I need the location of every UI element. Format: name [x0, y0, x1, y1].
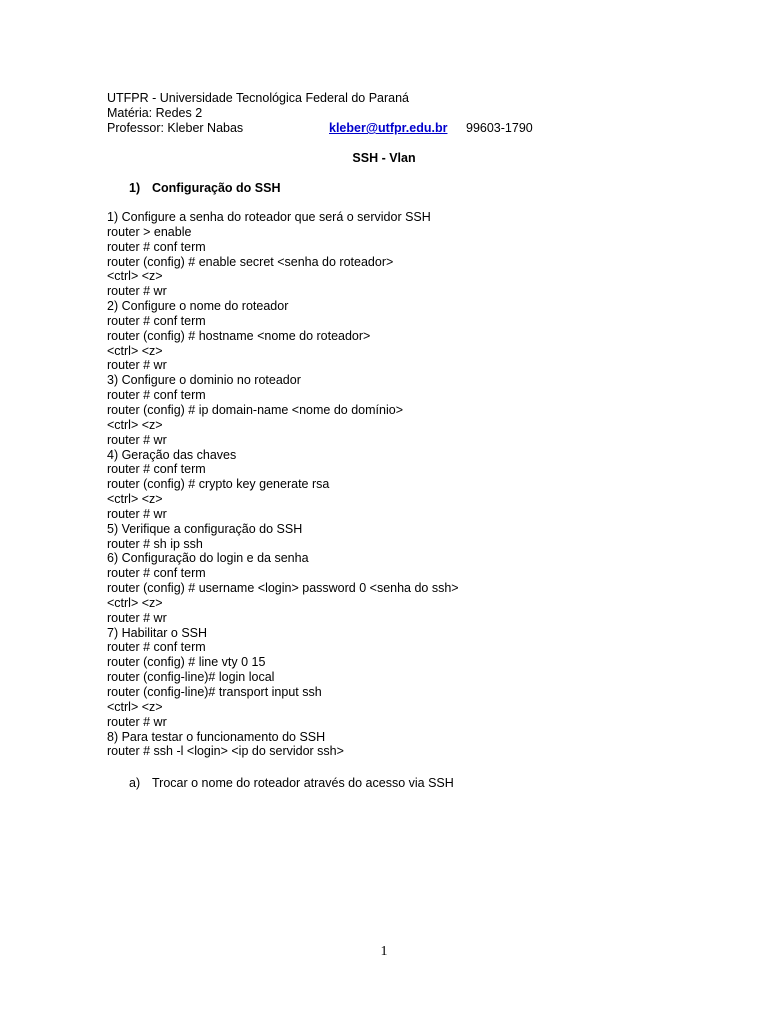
instruction-line: <ctrl> <z>	[107, 595, 163, 610]
instruction-line: 3) Configure o dominio no roteador	[107, 373, 301, 388]
instruction-list	[107, 210, 707, 759]
instruction-line: <ctrl> <z>	[107, 417, 163, 432]
instruction-line: router (config) # username <login> password 0 <senha do ssh>	[107, 581, 459, 596]
subject-line	[107, 106, 667, 121]
section-heading	[129, 180, 280, 196]
subject-name: Matéria: Redes 2	[107, 106, 203, 120]
instruction-line: <ctrl> <z>	[107, 343, 163, 358]
instruction-line: router # wr	[107, 506, 167, 521]
instruction-line: router (config-line)# login local	[107, 670, 275, 685]
email-link[interactable]: kleber@utfpr.edu.br	[329, 121, 448, 135]
instruction-line: router # conf term	[107, 239, 206, 254]
instruction-line: 7) Habilitar o SSH	[107, 625, 208, 640]
institution-name: UTFPR - Universidade Tecnológica Federal do Paraná	[107, 91, 410, 105]
exercise-item	[129, 775, 454, 791]
instruction-line: router # wr	[107, 358, 167, 373]
instruction-line: 5) Verifique a configuração do SSH	[107, 521, 303, 536]
instruction-line: router (config) # hostname <nome do roteador>	[107, 328, 371, 343]
professor-name: Professor: Kleber Nabas	[107, 121, 244, 135]
instruction-line: router # conf term	[107, 388, 206, 403]
instruction-line: router (config-line)# transport input ssh	[107, 685, 322, 699]
instruction-line: 2) Configure o nome do roteador	[107, 299, 289, 314]
document-header	[107, 91, 667, 136]
instruction-line: router (config) # enable secret <senha do roteador>	[107, 254, 394, 269]
instruction-line: router (config) # line vty 0 15	[107, 655, 266, 670]
instruction-line: router # wr	[107, 432, 167, 447]
section-title: Configuração do SSH	[152, 181, 281, 195]
page-number: 1	[380, 944, 388, 959]
instruction-line: router # wr	[107, 610, 167, 625]
instruction-line: router # wr	[107, 714, 167, 729]
instruction-line: 1) Configure a senha do roteador que será o servidor SSH	[107, 210, 431, 224]
section-number: 1)	[129, 181, 141, 195]
instruction-line: router # conf term	[107, 566, 206, 581]
document-title: SSH - Vlan	[352, 151, 416, 165]
exercise-letter: a)	[129, 776, 141, 790]
instruction-line: router # conf term	[107, 640, 206, 655]
instruction-line: router # conf term	[107, 462, 206, 477]
instruction-line: <ctrl> <z>	[107, 492, 163, 507]
instruction-line: 8) Para testar o funcionamento do SSH	[107, 729, 326, 744]
phone-number: 99603-1790	[466, 121, 533, 135]
institution-line	[107, 91, 667, 106]
instruction-line: <ctrl> <z>	[107, 699, 163, 714]
instruction-line: router # sh ip ssh	[107, 536, 203, 551]
exercise-text: Trocar o nome do roteador através do acesso via SSH	[152, 776, 454, 790]
instruction-line: 6) Configuração do login e da senha	[107, 551, 309, 566]
instruction-line: <ctrl> <z>	[107, 269, 163, 284]
professor-line	[107, 121, 667, 136]
instruction-line: 4) Geração das chaves	[107, 447, 237, 462]
instruction-line: router # conf term	[107, 313, 206, 328]
instruction-line: router # ssh -l <login> <ip do servidor ssh>	[107, 744, 344, 759]
instruction-line: router (config) # crypto key generate rsa	[107, 477, 330, 492]
instruction-line: router > enable	[107, 224, 192, 239]
instruction-line: router (config) # ip domain-name <nome do domínio>	[107, 402, 403, 417]
instruction-line: router # wr	[107, 284, 167, 299]
